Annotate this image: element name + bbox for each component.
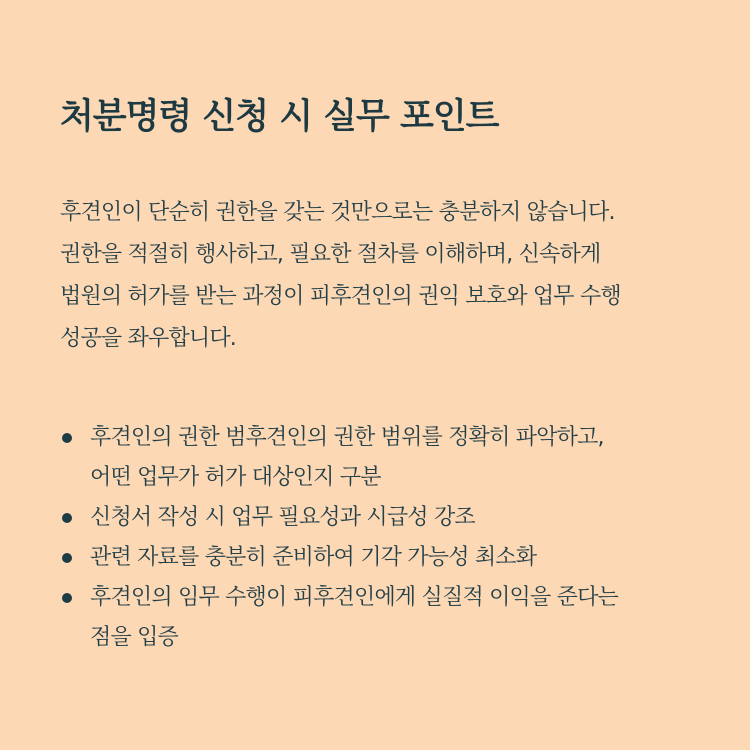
intro-line: 성공을 좌우합니다. <box>60 325 237 351</box>
bullet-line: 점을 입증 <box>90 624 179 650</box>
bullet-line: 후견인의 권한 범후견인의 권한 범위를 정확히 파악하고, <box>90 424 604 450</box>
page-title: 처분명령 신청 시 실무 포인트 <box>60 97 499 137</box>
bullet-item <box>60 418 690 498</box>
intro-paragraph <box>60 192 690 360</box>
bullet-dot-icon <box>62 593 72 603</box>
bullet-line: 관련 자료를 충분히 준비하여 기각 가능성 최소화 <box>90 544 537 570</box>
intro-line: 법원의 허가를 받는 과정이 피후견인의 권익 보호와 업무 수행 <box>60 283 621 309</box>
intro-line: 후견인이 단순히 권한을 갖는 것만으로는 충분하지 않습니다. <box>60 199 615 225</box>
bullet-item <box>60 538 690 578</box>
bullet-list <box>60 418 690 658</box>
bullet-line: 어떤 업무가 허가 대상인지 구분 <box>90 464 381 490</box>
bullet-item <box>60 578 690 658</box>
bullet-item <box>60 498 690 538</box>
bullet-line: 신청서 작성 시 업무 필요성과 시급성 강조 <box>90 504 475 530</box>
intro-line: 권한을 적절히 행사하고, 필요한 절차를 이해하며, 신속하게 <box>60 241 601 267</box>
bullet-dot-icon <box>62 513 72 523</box>
bullet-dot-icon <box>62 553 72 563</box>
bullet-dot-icon <box>62 433 72 443</box>
bullet-line: 후견인의 임무 수행이 피후견인에게 실질적 이익을 준다는 <box>90 584 619 610</box>
